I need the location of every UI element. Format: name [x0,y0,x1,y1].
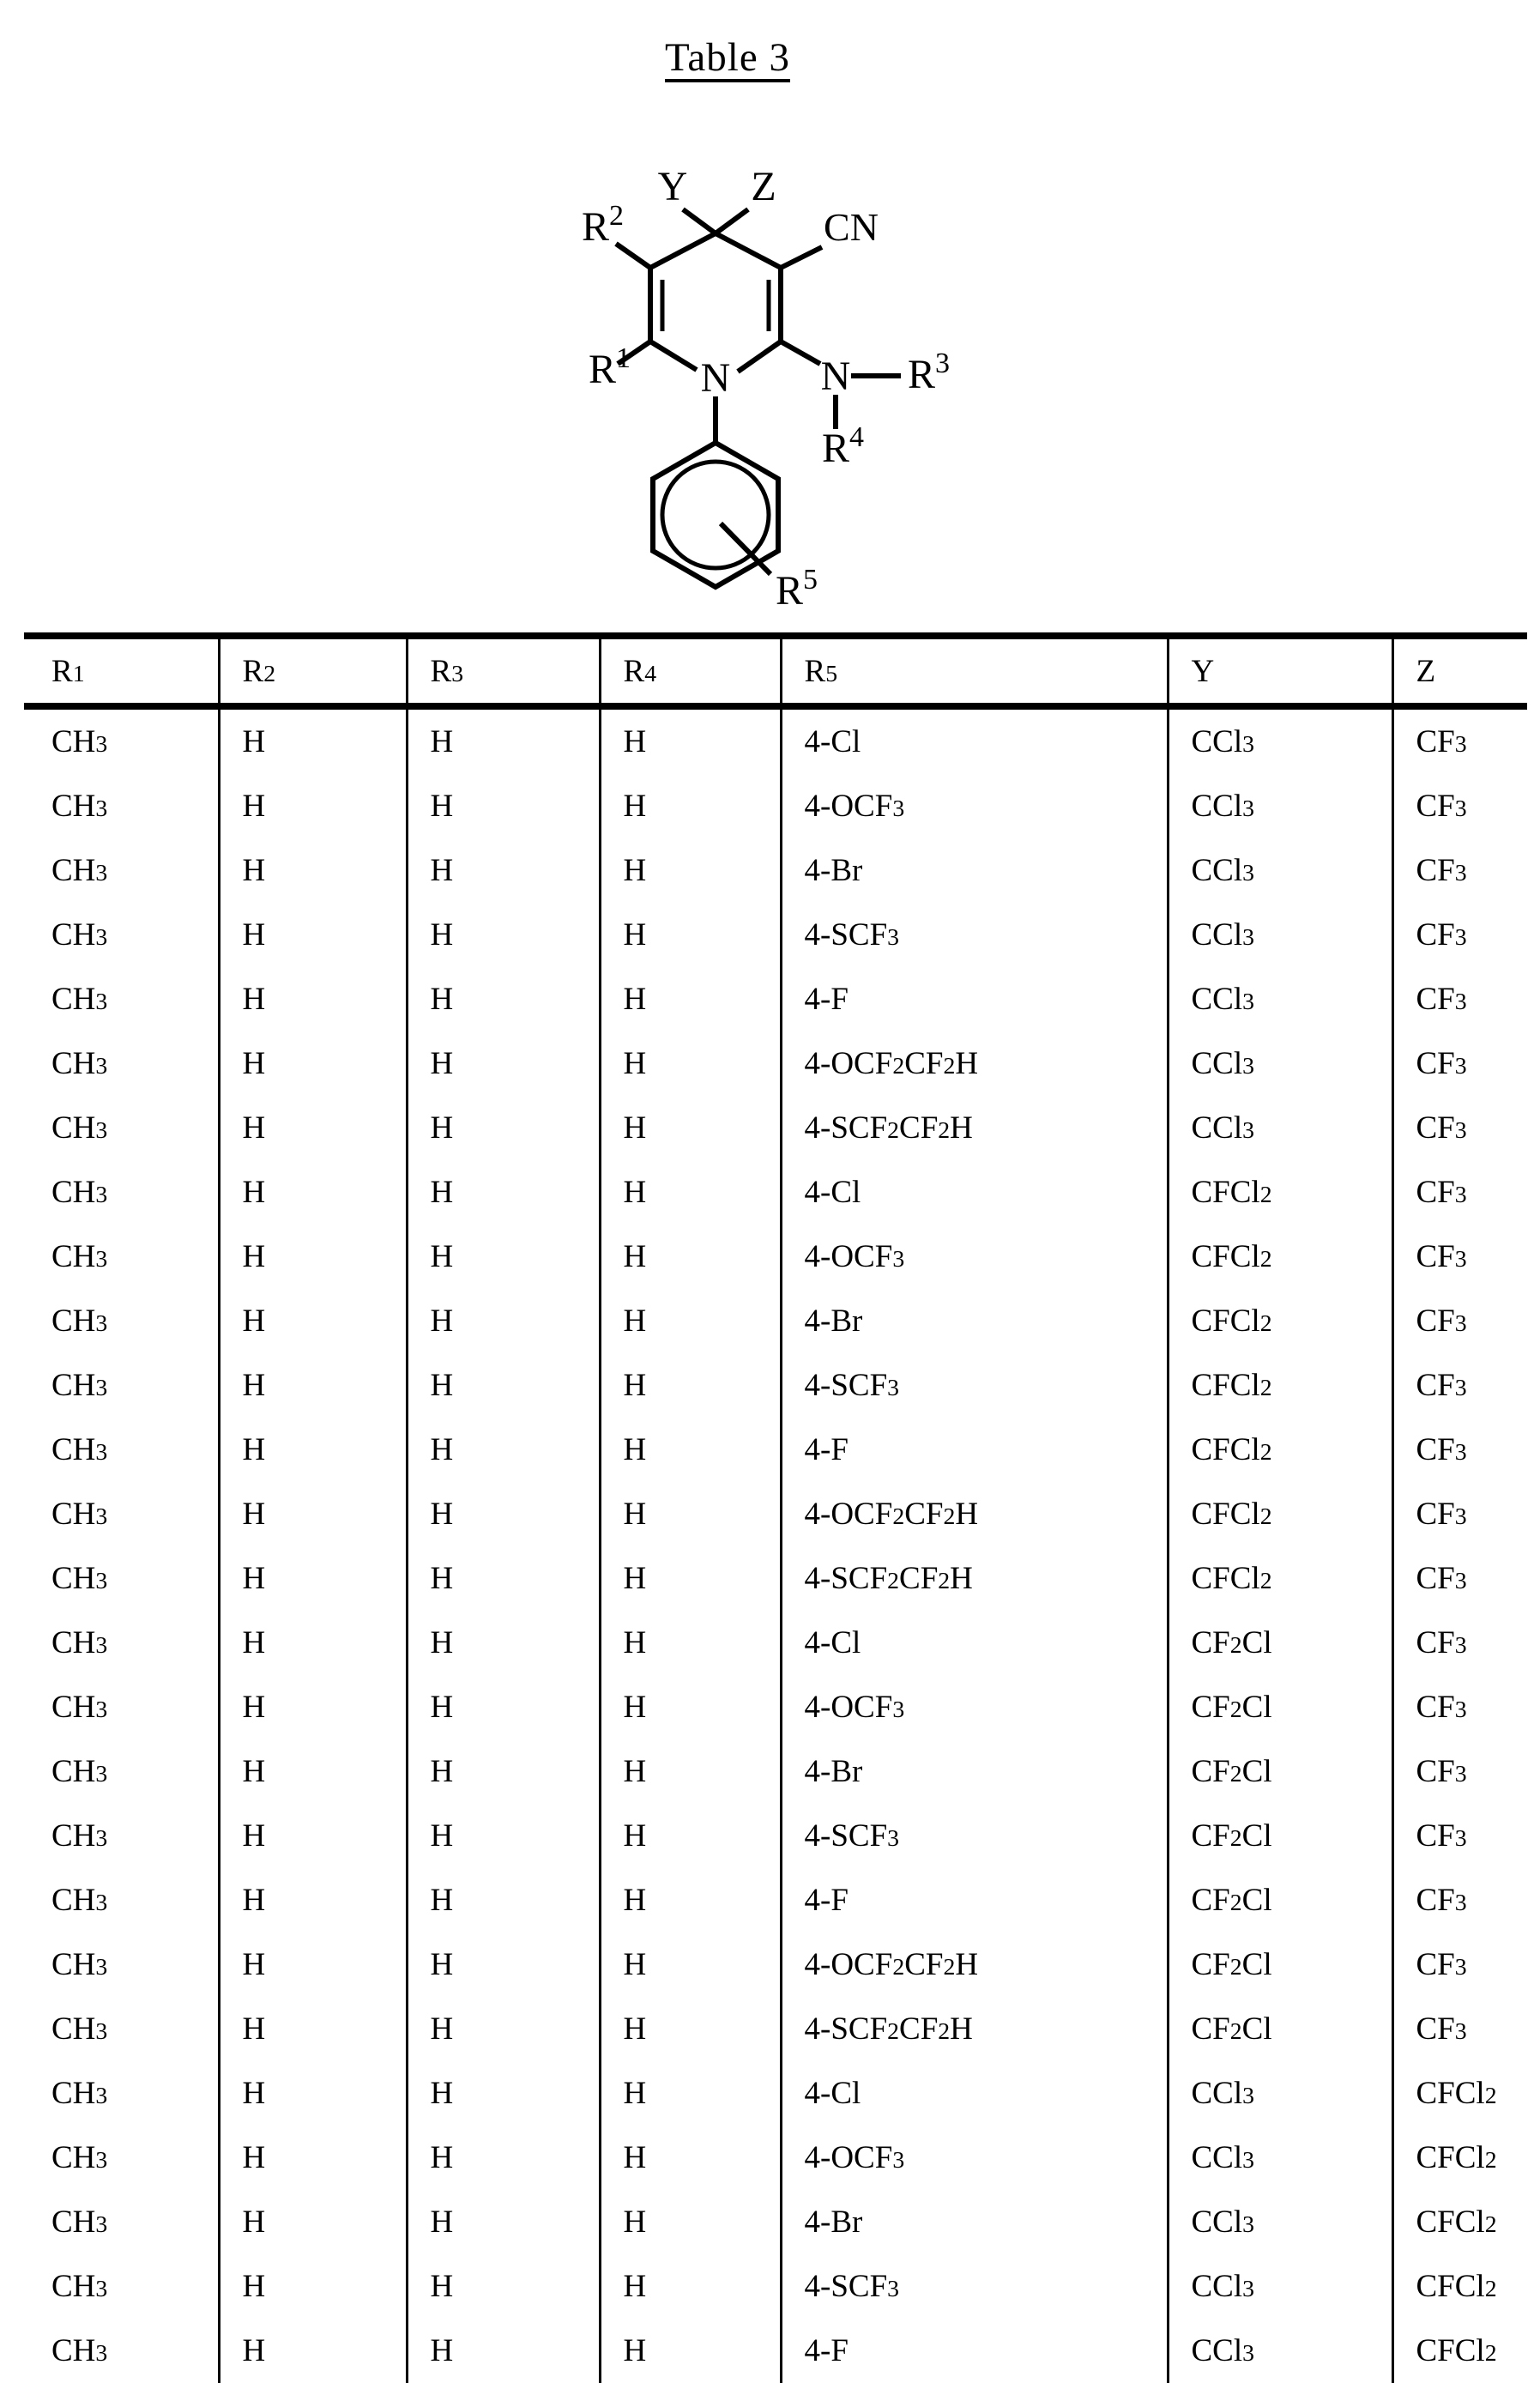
structure-label-z: Z [751,164,776,209]
cell-r2: H [219,1546,407,1611]
cell-y: CCl$_3$ [1168,967,1392,1031]
cell-r5: $4-OCF_3$ [781,1225,1168,1289]
cell-r1: $CH_3$ [51,724,108,759]
cell-r5: $4-OCF_3$ [781,2126,1168,2190]
cell-r4: H [600,1932,781,1997]
cell-r2: H [219,1160,407,1225]
cell-r4: H [600,2319,781,2383]
cell-r5: 4-Br [781,2190,1168,2254]
cell-r4: H [600,1160,781,1225]
cell-y: CCl$_3$ [1168,2126,1392,2190]
cell-r1: $CH_3$ [51,1432,108,1467]
cell-r1: $CH_3$ [51,1497,108,1532]
cell-r3: H [407,1225,600,1289]
table-row [24,1031,1527,1096]
cell-z: $CF_3$ [1392,967,1527,1031]
cell-r3: H [407,1675,600,1739]
cell-y: CFCl$_2$ [1168,1546,1392,1611]
bond-y [683,209,716,233]
cell-z: $CF_3$ [1392,706,1527,774]
cell-r3: H [407,2126,600,2190]
cell-r5: $4-OCF_2CF_2H$ [781,1482,1168,1546]
cell-r3: H [407,2319,600,2383]
cell-r4: H [600,2061,781,2126]
cell-r3: H [407,706,600,774]
cell-r4: H [600,1611,781,1675]
cell-z: $CF_3$ [1392,1868,1527,1932]
cell-y: CFCl$_2$ [1168,1160,1392,1225]
cell-r3: H [407,1353,600,1418]
cell-r2: H [219,1418,407,1482]
cell-r4: H [600,706,781,774]
cell-r4: H [600,1482,781,1546]
cell-r1: $CH_3$ [51,1303,108,1339]
cell-r4: H [600,2126,781,2190]
cell-r1: $CH_3$ [51,2269,108,2304]
cell-r5: 4-F [781,1418,1168,1482]
cell-r5: $4-OCF_2CF_2H$ [781,1932,1168,1997]
structure-label-r2: $R^2$ [582,200,625,250]
table-header [24,636,1527,706]
cell-z: $CF_3$ [1392,1353,1527,1418]
cell-y: CCl$_3$ [1168,706,1392,774]
cell-r3: H [407,1160,600,1225]
structure-label-r1: $R^1$ [589,342,631,392]
cell-z: CFCl$_2$ [1392,2319,1527,2383]
cell-r2: H [219,1096,407,1160]
cell-r3: H [407,1868,600,1932]
cell-z: $CF_3$ [1392,1739,1527,1804]
cell-r2: H [219,1739,407,1804]
cell-r5: $4-SCF_2CF_2H$ [781,1546,1168,1611]
cell-r2: H [219,1353,407,1418]
cell-y: CFCl$_2$ [1168,1225,1392,1289]
cell-y: $CF_2Cl$ [1168,1804,1392,1868]
cell-r4: H [600,1739,781,1804]
cell-y: CFCl$_2$ [1168,1482,1392,1546]
cell-r5: $4-OCF_3$ [781,774,1168,838]
cell-r4: H [600,2190,781,2254]
cell-y: CCl$_3$ [1168,774,1392,838]
structure-label-cn: CN [824,205,879,249]
table-row [24,903,1527,967]
cell-r3: H [407,2190,600,2254]
cell-z: $CF_3$ [1392,1546,1527,1611]
cell-r4: H [600,967,781,1031]
cell-y: CFCl$_2$ [1168,1289,1392,1353]
table-row [24,1160,1527,1225]
cell-r1: $CH_3$ [51,1175,108,1210]
cell-r5: 4-Cl [781,2061,1168,2126]
cell-r2: H [219,1997,407,2061]
cell-r2: H [219,1289,407,1353]
cell-r3: H [407,1418,600,1482]
cell-r1: $CH_3$ [51,853,108,888]
header-row [24,636,1527,706]
cell-r5: 4-Cl [781,706,1168,774]
cell-r1: $CH_3$ [51,1368,108,1403]
cell-r1: $CH_3$ [51,789,108,824]
cell-r1: $CH_3$ [51,1883,108,1918]
cell-r4: H [600,1675,781,1739]
cell-z: $CF_3$ [1392,1611,1527,1675]
table-row [24,1546,1527,1611]
cell-r5: $4-SCF_3$ [781,1353,1168,1418]
structure-labels [582,164,950,614]
cell-z: $CF_3$ [1392,838,1527,903]
cell-r5: $4-OCF_3$ [781,1675,1168,1739]
cell-r1: $CH_3$ [51,917,108,953]
cell-r4: H [600,903,781,967]
cell-r5: 4-Br [781,1739,1168,1804]
cell-r5: 4-F [781,1868,1168,1932]
cell-z: $CF_3$ [1392,1675,1527,1739]
cell-r5: 4-F [781,2319,1168,2383]
cell-r1: $CH_3$ [51,1947,108,1982]
cell-z: $CF_3$ [1392,1225,1527,1289]
cell-y: $CF_2Cl$ [1168,1868,1392,1932]
cell-r2: H [219,1611,407,1675]
cell-y: CFCl$_2$ [1168,1353,1392,1418]
cell-r4: H [600,2254,781,2319]
dihydropyridine-ring-bonds [650,233,781,372]
header-r4: $R^4$ [600,636,781,706]
cell-r4: H [600,1031,781,1096]
cell-y: $CF_2Cl$ [1168,1739,1392,1804]
table-row [24,1482,1527,1546]
table-row [24,1932,1527,1997]
structure-label-ring-n: N [700,355,731,401]
cell-r5: $4-OCF_2CF_2H$ [781,1031,1168,1096]
cell-y: $CF_2Cl$ [1168,1675,1392,1739]
cell-r5: 4-Br [781,838,1168,903]
cell-z: $CF_3$ [1392,1482,1527,1546]
cell-y: CCl$_3$ [1168,2061,1392,2126]
cell-y: CCl$_3$ [1168,1096,1392,1160]
cell-r2: H [219,838,407,903]
table-row [24,1868,1527,1932]
cell-z: $CF_3$ [1392,1160,1527,1225]
table-row [24,1418,1527,1482]
cell-y: CCl$_3$ [1168,1031,1392,1096]
bond-c6-n1 [738,342,781,372]
cell-r1: $CH_3$ [51,2076,108,2111]
cell-r1: $CH_3$ [51,2205,108,2240]
cell-r3: H [407,1031,600,1096]
cell-r3: H [407,2254,600,2319]
phenyl-ring [653,443,778,587]
cell-r3: H [407,2061,600,2126]
cell-r5: 4-F [781,967,1168,1031]
table-row [24,1611,1527,1675]
cell-r4: H [600,1289,781,1353]
cell-r3: H [407,1804,600,1868]
cell-r2: H [219,903,407,967]
cell-r3: H [407,1096,600,1160]
cell-r4: H [600,1225,781,1289]
bond-c6-amine-n [781,342,820,364]
cell-r5: $4-SCF_2CF_2H$ [781,1997,1168,2061]
bond-z [716,209,748,233]
page-title: Table 3 [665,38,790,82]
cell-r4: H [600,1096,781,1160]
cell-r3: H [407,774,600,838]
cell-r1: $CH_3$ [51,2333,108,2368]
cell-r1: $CH_3$ [51,2140,108,2175]
cell-r2: H [219,2319,407,2383]
cell-r2: H [219,1031,407,1096]
table-row [24,1997,1527,2061]
bond-c4-c5 [716,233,781,268]
cell-y: $CF_2Cl$ [1168,1611,1392,1675]
cell-r3: H [407,903,600,967]
table-body [24,706,1527,2383]
cell-z: $CF_3$ [1392,1289,1527,1353]
cell-r1: $CH_3$ [51,1239,108,1274]
table-row [24,1225,1527,1289]
cell-r5: $4-SCF_3$ [781,2254,1168,2319]
cell-z: $CF_3$ [1392,1804,1527,1868]
table-row [24,774,1527,838]
table-row [24,1739,1527,1804]
cell-z: CFCl$_2$ [1392,2254,1527,2319]
cell-r5: $4-SCF_3$ [781,903,1168,967]
cell-r2: H [219,1932,407,1997]
cell-z: CFCl$_2$ [1392,2061,1527,2126]
chemical-structure [515,129,1030,644]
header-r3: $R^3$ [407,636,600,706]
cell-r4: H [600,1804,781,1868]
header-r2: $R^2$ [219,636,407,706]
cell-z: $CF_3$ [1392,1418,1527,1482]
cell-z: $CF_3$ [1392,1997,1527,2061]
cell-r3: H [407,1739,600,1804]
header-r5: $R^5$ [781,636,1168,706]
cell-r2: H [219,706,407,774]
bond-c4-c3 [650,233,716,268]
cell-r4: H [600,838,781,903]
cell-r1: $CH_3$ [51,1754,108,1789]
cell-r2: H [219,967,407,1031]
cell-z: $CF_3$ [1392,1932,1527,1997]
cell-r5: 4-Cl [781,1160,1168,1225]
structure-label-r4: $R^4$ [822,421,865,471]
table-row [24,2254,1527,2319]
structure-label-r5: $R^5$ [776,564,818,614]
cell-r5: 4-Cl [781,1611,1168,1675]
cell-r4: H [600,1546,781,1611]
cell-r1: $CH_3$ [51,1818,108,1854]
cell-z: CFCl$_2$ [1392,2126,1527,2190]
cell-r2: H [219,1868,407,1932]
bond-cn [781,247,822,268]
cell-z: $CF_3$ [1392,774,1527,838]
cell-r4: H [600,1418,781,1482]
cell-r2: H [219,2190,407,2254]
cell-r3: H [407,1289,600,1353]
cell-y: $CF_2Cl$ [1168,1997,1392,2061]
cell-y: CCl$_3$ [1168,2190,1392,2254]
cell-r2: H [219,1675,407,1739]
cell-r3: H [407,1546,600,1611]
cell-r1: $CH_3$ [51,1625,108,1660]
cell-r2: H [219,774,407,838]
cell-r5: $4-SCF_3$ [781,1804,1168,1868]
cell-r2: H [219,1482,407,1546]
table-row [24,1675,1527,1739]
cell-r3: H [407,1997,600,2061]
cell-r5: 4-Br [781,1289,1168,1353]
cell-y: $CF_2Cl$ [1168,1932,1392,1997]
cell-r4: H [600,774,781,838]
cell-r5: $4-SCF_2CF_2H$ [781,1096,1168,1160]
cell-r2: H [219,1225,407,1289]
cell-r4: H [600,1353,781,1418]
header-r1: $R^1$ [24,636,219,706]
header-y: Y [1168,636,1392,706]
cell-r4: H [600,1868,781,1932]
chemical-structure-svg [515,129,1030,644]
table-row [24,1096,1527,1160]
table-row [24,706,1527,774]
cell-y: CFCl$_2$ [1168,1418,1392,1482]
table-row [24,967,1527,1031]
cell-z: $CF_3$ [1392,1031,1527,1096]
table-row [24,1804,1527,1868]
substituent-table [24,632,1527,2383]
cell-r4: H [600,1997,781,2061]
cell-r3: H [407,1482,600,1546]
cell-y: CCl$_3$ [1168,903,1392,967]
cell-r2: H [219,2254,407,2319]
structure-label-amine-n: N [820,354,851,399]
structure-label-r3: $R^3$ [908,348,951,397]
bond-c2-n1 [650,342,697,370]
cell-r1: $CH_3$ [51,1690,108,1725]
table-row [24,2319,1527,2383]
cell-z: $CF_3$ [1392,903,1527,967]
cell-y: CCl$_3$ [1168,838,1392,903]
cell-r2: H [219,2061,407,2126]
bond-r2 [616,244,650,268]
cell-r2: H [219,1804,407,1868]
cell-r3: H [407,1611,600,1675]
cell-r1: $CH_3$ [51,2011,108,2047]
cell-y: CCl$_3$ [1168,2254,1392,2319]
phenyl-aromatic-circle [662,462,769,568]
table-row [24,838,1527,903]
cell-r3: H [407,1932,600,1997]
table-row [24,1353,1527,1418]
table-row [24,2126,1527,2190]
cell-r2: H [219,2126,407,2190]
cell-r1: $CH_3$ [51,982,108,1017]
header-z: Z [1392,636,1527,706]
cell-r1: $CH_3$ [51,1561,108,1596]
cell-y: CCl$_3$ [1168,2319,1392,2383]
cell-r1: $CH_3$ [51,1110,108,1146]
cell-r1: $CH_3$ [51,1046,108,1081]
cell-r3: H [407,967,600,1031]
table-row [24,2061,1527,2126]
table-row [24,2190,1527,2254]
table-row [24,1289,1527,1353]
cell-z: CFCl$_2$ [1392,2190,1527,2254]
cell-r3: H [407,838,600,903]
structure-label-y: Y [657,164,688,209]
cell-z: $CF_3$ [1392,1096,1527,1160]
